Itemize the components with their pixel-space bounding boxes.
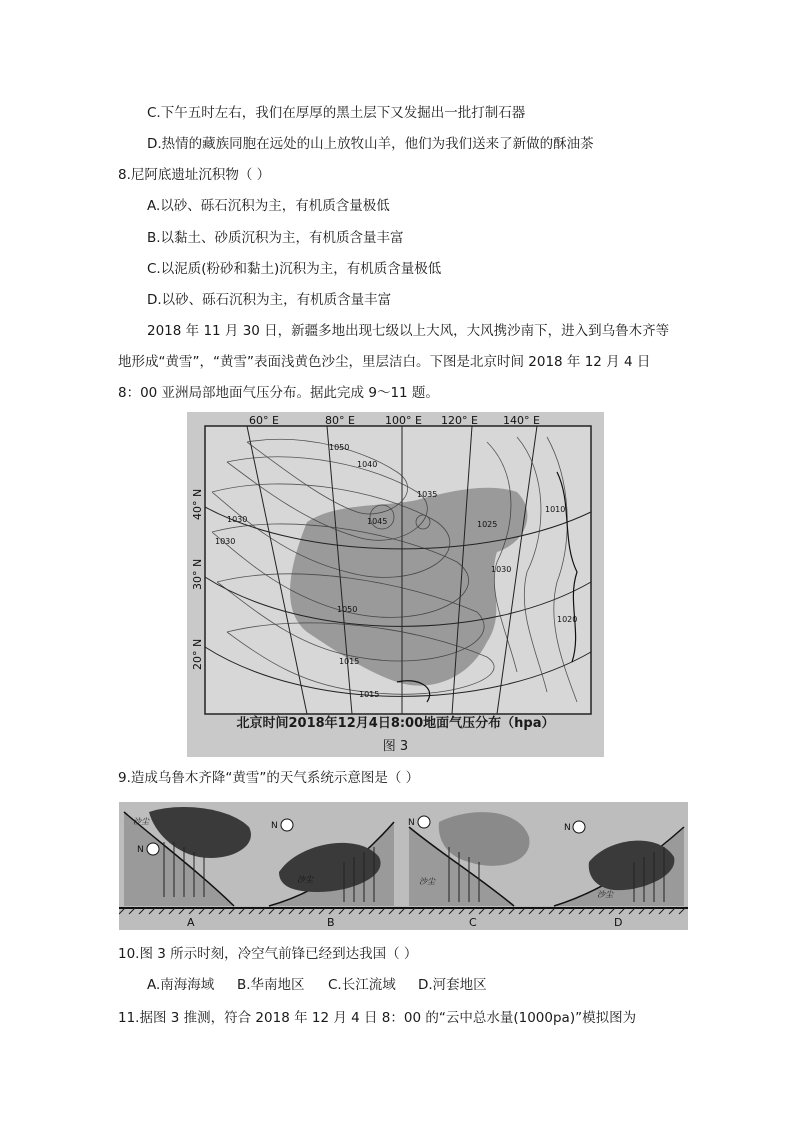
weather-panels [119,802,688,930]
q9-stem: 9.造成乌鲁木齐降“黄雪”的天气系统示意图是（ ） [118,770,420,786]
q8-option-d: D.以砂、砾石沉积为主，有机质含量丰富 [147,292,392,308]
lat-label: 20° N [191,638,204,670]
passage-line-2: 地形成“黄雪”，“黄雪”表面浅黄色沙尘，里层洁白。下图是北京时间 2018 年 12 月 4 日 [118,354,651,370]
figure-label: 图 3 [382,739,409,754]
isobar-label: 1045 [367,517,388,526]
sand-label: 沙尘 [419,877,435,886]
map-caption: 北京时间2018年12月4日8:00地面气压分布（hpa） [236,716,555,731]
panel-letter: C [469,916,477,929]
isobar-label: 1050 [329,443,350,452]
q7-option-c: C.下午五时左右，我们在厚厚的黑土层下又发掘出一批打制石器 [147,105,526,121]
sand-label: 沙尘 [297,875,313,884]
passage-line-1: 2018 年 11 月 30 日，新疆多地出现七级以上大风，大风携沙南下，进入到乌鲁木齐等 [147,323,670,339]
lon-label: 100° E [385,414,422,427]
lon-label: 80° E [325,414,355,427]
q10-option-b: B.华南地区 [237,977,305,993]
isobar-label: 1025 [477,520,498,529]
q10-option-a: A.南海海域 [147,977,215,993]
weather-system-diagrams [119,802,688,930]
pressure-map [187,412,604,757]
lon-label: 120° E [441,414,478,427]
isobar-label: 1015 [359,690,380,699]
north-label: N [137,845,144,855]
q8-stem: 8.尼阿底遗址沉积物（ ） [118,167,271,183]
isobar-label: 1030 [215,537,236,546]
north-label: N [408,818,415,828]
panel-c-diagram [409,812,529,906]
north-label: N [564,823,571,833]
q7-option-d: D.热情的藏族同胞在远处的山上放牧山羊，他们为我们送来了新做的酥油茶 [147,136,594,152]
passage-line-3: 8：00 亚洲局部地面气压分布。据此完成 9～11 题。 [118,385,439,401]
isobar-label: 1010 [545,505,566,514]
lon-label: 60° E [249,414,279,427]
lon-label: 140° E [503,414,540,427]
panel-letter: A [187,916,195,929]
panel-b-diagram [269,819,394,906]
q10-option-c: C.长江流域 [328,977,396,993]
isobar-label: 1030 [227,515,248,524]
north-label: N [271,821,278,831]
isobar-label: 1050 [337,605,358,614]
q8-option-c: C.以泥质(粉砂和黏土)沉积为主，有机质含量极低 [147,261,442,277]
q8-option-a: A.以砂、砾石沉积为主，有机质含量极低 [147,198,390,214]
lat-label: 30° N [191,558,204,590]
q11-stem: 11.据图 3 推测，符合 2018 年 12 月 4 日 8：00 的“云中总水量(1000pa)”模拟图为 [118,1010,637,1026]
isobar-label: 1020 [557,615,578,624]
isobar-label: 1035 [417,490,438,499]
isobar-label: 1015 [339,657,360,666]
panel-d-diagram [554,821,684,906]
pressure-map-figure [187,412,604,757]
panel-letter: B [327,916,335,929]
sand-label: 沙尘 [597,890,613,899]
isobar-label: 1040 [357,460,378,469]
q10-option-d: D.河套地区 [418,977,487,993]
isobar-label: 1030 [491,565,512,574]
sand-label: 沙尘 [133,817,149,826]
q8-option-b: B.以黏土、砂质沉积为主，有机质含量丰富 [147,230,404,246]
lat-label: 40° N [191,488,204,520]
q10-stem: 10.图 3 所示时刻，冷空气前锋已经到达我国（ ） [118,946,418,962]
panel-letter: D [614,916,623,929]
